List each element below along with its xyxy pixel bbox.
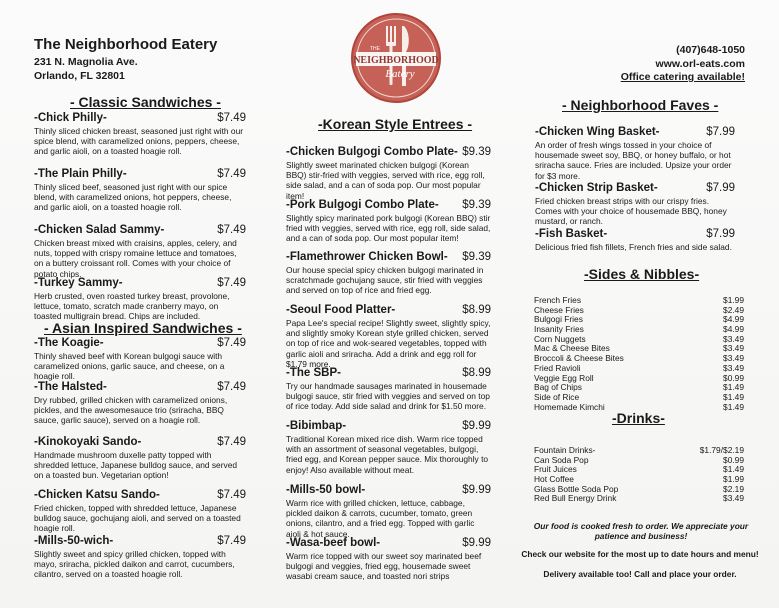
item-name: -Turkey Sammy- bbox=[34, 277, 123, 289]
list-item-name: French Fries bbox=[534, 295, 582, 305]
item-price: $9.39 bbox=[462, 199, 491, 211]
website: www.orl-eats.com bbox=[655, 58, 745, 70]
menu-item bbox=[286, 199, 491, 244]
item-name: -Chicken Wing Basket- bbox=[535, 126, 660, 138]
list-item-price: $0.99 bbox=[723, 372, 744, 383]
item-name: -Bibimbap- bbox=[286, 420, 347, 432]
item-desc: Dry rubbed, grilled chicken with caramelized onions, pickles, and the awesomesauce trio (sriracha, BBQ sauce, garlic sauce), served on a hoagie roll. bbox=[34, 395, 228, 426]
list-item-price: $2.49 bbox=[723, 304, 744, 315]
menu-item bbox=[286, 484, 491, 539]
list-item-name: Bag of Chips bbox=[534, 382, 582, 393]
item-name: -Mills-50 bowl- bbox=[286, 484, 366, 496]
list-item-name: Fruit Juices bbox=[534, 464, 577, 475]
item-desc: Warm rice topped with our sweet soy marinated beef bulgogi and veggies, fried egg, housemade sweet wasabi cream sauce, and toasted nori strips bbox=[286, 551, 482, 582]
sides-list bbox=[534, 296, 744, 412]
address-line-2: Orlando, FL 32801 bbox=[34, 70, 125, 82]
item-desc: Traditional Korean mixed rice dish. Warm rice topped with an assortment of seasonal vegetables, bulgogi, fried egg, and Korean pepper sauce. Mix thoroughly to enjoy! Also available without meat. bbox=[286, 434, 489, 475]
menu-item bbox=[286, 251, 491, 296]
phone-number: (407)648-1050 bbox=[676, 44, 745, 56]
item-price: $8.99 bbox=[462, 367, 491, 379]
menu-item bbox=[286, 367, 491, 412]
item-name: -Wasa-beef bowl- bbox=[286, 537, 381, 549]
menu-item bbox=[34, 489, 246, 534]
eatery-logo bbox=[350, 12, 442, 104]
item-desc: Papa Lee's special recipe! Slightly sweet, slightly spicy, and slightly smoky Korean style grilled chicken, served on top of rice and wok-seared vegetables, topped with garlic aioli and sriracha. Add a drink and egg roll for $1.79 more. bbox=[286, 318, 491, 369]
item-desc: Herb crusted, oven roasted turkey breast, provolone, lettuce, tomato, scratch made cranberry mayo, on toasted multigrain bread. Chips are included. bbox=[34, 291, 230, 322]
list-item-name: Can Soda Pop bbox=[534, 454, 589, 465]
item-name: -Pork Bulgogi Combo Plate- bbox=[286, 199, 439, 211]
list-item-price: $1.49 bbox=[723, 401, 744, 412]
menu-item bbox=[535, 182, 735, 227]
list-item-price: $3.49 bbox=[723, 362, 744, 373]
korean-entrees-title: -Korean Style Entrees - bbox=[318, 116, 473, 132]
footer-note-website: Check our website for the most up to date hours and menu! bbox=[521, 549, 759, 559]
list-item-name: Bulgogi Fries bbox=[534, 314, 583, 325]
list-item-price: $2.19 bbox=[723, 483, 744, 494]
item-name: -Chicken Strip Basket- bbox=[535, 182, 658, 194]
item-name: -Seoul Food Platter- bbox=[286, 304, 396, 316]
business-name: The Neighborhood Eatery bbox=[34, 36, 218, 53]
item-name: -Flamethrower Chicken Bowl- bbox=[286, 251, 448, 263]
list-item-price: $1.99 bbox=[723, 474, 744, 485]
item-name: -The SBP- bbox=[286, 367, 341, 379]
menu-item bbox=[286, 146, 491, 201]
item-desc: Handmade mushroom duxelle patty topped with shredded lettuce, Japanese bulldog sauce, and served on a toasted bun. Vegetarian option! bbox=[34, 450, 238, 481]
menu-item bbox=[34, 168, 246, 213]
item-price: $7.49 bbox=[217, 489, 246, 501]
menu-item bbox=[34, 337, 246, 382]
menu-item bbox=[34, 436, 246, 481]
item-price: $9.99 bbox=[462, 537, 491, 549]
footer-note-delivery: Delivery available too! Call and place your order. bbox=[543, 569, 737, 579]
menu-item bbox=[286, 537, 491, 582]
item-name: -Chicken Katsu Sando- bbox=[34, 489, 160, 501]
footer-note-fresh: Our food is cooked fresh to order. We appreciate your patience and business! bbox=[533, 521, 749, 541]
logo-script: Eatery bbox=[385, 68, 415, 80]
item-name: -Fish Basket- bbox=[535, 228, 608, 240]
item-desc: Fried chicken, topped with shredded lettuce, Japanese bulldog sauce, gochujang aioli, and served on a toasted hoagie roll. bbox=[34, 503, 241, 534]
list-item-name: Homemade Kimchi bbox=[534, 401, 605, 412]
list-item-name: Veggie Egg Roll bbox=[534, 372, 594, 383]
menu-item bbox=[535, 228, 735, 252]
item-name: -Chick Philly- bbox=[34, 112, 107, 124]
list-item-price: $0.99 bbox=[723, 454, 744, 465]
item-desc: Warm rice with grilled chicken, lettuce, cabbage, pickled daikon & carrots, cucumber, tomato, green onions, cilantro, and a fried egg. Topped with garlic aioli & hot sauce. bbox=[286, 498, 475, 539]
item-desc: Thinly shaved beef with Korean bulgogi sauce with caramelized onions, garlic sauce, and cheese, on a hoagie roll. bbox=[34, 351, 225, 382]
item-name: -Chicken Salad Sammy- bbox=[34, 224, 165, 236]
drinks-list bbox=[534, 446, 744, 504]
item-desc: Slightly spicy marinated pork bulgogi (Korean BBQ) stir fried with veggies, served with rice, egg roll, side salad, and a can of soda pop. Our most popular item! bbox=[286, 213, 491, 244]
list-item bbox=[534, 494, 744, 504]
list-item-price: $1.49 bbox=[723, 391, 744, 402]
item-name: -The Plain Philly- bbox=[34, 168, 127, 180]
item-price: $7.49 bbox=[217, 436, 246, 448]
list-item-price: $4.99 bbox=[723, 314, 744, 325]
asian-sandwiches-title: - Asian Inspired Sandwiches - bbox=[44, 320, 242, 336]
menu-item bbox=[34, 112, 246, 157]
item-desc: Slightly sweet marinated chicken bulgogi (Korean BBQ) stir-fried with veggies, served with rice, egg roll, side salad, and a can of soda pop. Our most popular item! bbox=[286, 160, 485, 201]
item-price: $7.99 bbox=[706, 182, 735, 194]
logo-main: NEIGHBORHOOD bbox=[353, 55, 439, 66]
item-price: $7.49 bbox=[217, 381, 246, 393]
item-name: -The Halsted- bbox=[34, 381, 107, 393]
list-item-name: Fountain Drinks- bbox=[534, 445, 596, 455]
classic-sandwiches-title: - Classic Sandwiches - bbox=[70, 94, 221, 110]
list-item-name: Hot Coffee bbox=[534, 474, 574, 485]
list-item-name: Insanity Fries bbox=[534, 324, 584, 335]
item-desc: Thinly sliced chicken breast, seasoned just right with our spice blend, with caramelized onions, peppers, cheese, and garlic aioli, on a toasted hoagie roll. bbox=[34, 126, 244, 157]
item-price: $7.99 bbox=[706, 126, 735, 138]
item-price: $7.49 bbox=[217, 224, 246, 236]
list-item-price: $3.49 bbox=[723, 353, 744, 364]
menu-item bbox=[535, 126, 735, 181]
list-item-price: $1.49 bbox=[723, 382, 744, 393]
item-price: $8.99 bbox=[462, 304, 491, 316]
list-item-name: Fried Ravioli bbox=[534, 362, 581, 373]
item-price: $9.99 bbox=[462, 420, 491, 432]
item-name: -Mills-50-wich- bbox=[34, 535, 114, 547]
item-price: $9.39 bbox=[462, 146, 491, 158]
item-price: $7.49 bbox=[217, 112, 246, 124]
item-desc: Try our handmade sausages marinated in housemade bulgogi sauce, stir fried with veggies and served on top of rice today. Add side salad and drink for $1.50 more. bbox=[286, 381, 490, 412]
item-desc: Slightly sweet and spicy grilled chicken, topped with mayo, sriracha, pickled daikon and carrot, cucumbers, cilantro, served on a toasted hoagie roll. bbox=[34, 549, 235, 580]
menu-item bbox=[286, 304, 491, 369]
item-desc: Our house special spicy chicken bulgogi marinated in scratchmade gochujang sauce, stir fried with veggies and served on top of rice and fried egg. bbox=[286, 265, 484, 296]
list-item-name: Cheese Fries bbox=[534, 304, 584, 315]
menu-item bbox=[34, 381, 246, 426]
drinks-title: -Drinks- bbox=[612, 410, 665, 426]
list-item-price: $1.49 bbox=[723, 464, 744, 475]
item-price: $9.99 bbox=[462, 484, 491, 496]
list-item-price: $3.49 bbox=[723, 333, 744, 344]
list-item-price: $3.49 bbox=[723, 493, 744, 504]
list-item-name: Glass Bottle Soda Pop bbox=[534, 483, 619, 494]
list-item-price: $1.79/$2.19 bbox=[699, 445, 744, 455]
item-name: -The Koagie- bbox=[34, 337, 104, 349]
neighborhood-faves-title: - Neighborhood Faves - bbox=[562, 97, 719, 113]
address-line-1: 231 N. Magnolia Ave. bbox=[34, 56, 138, 68]
item-price: $7.99 bbox=[706, 228, 735, 240]
catering-note: Office catering available! bbox=[620, 71, 745, 83]
item-price: $9.39 bbox=[462, 251, 491, 263]
list-item-name: Corn Nuggets bbox=[534, 333, 586, 344]
list-item-price: $1.99 bbox=[723, 295, 744, 305]
list-item-price: $4.99 bbox=[723, 324, 744, 335]
item-price: $7.49 bbox=[217, 337, 246, 349]
menu-item bbox=[34, 277, 246, 322]
menu-item bbox=[34, 224, 246, 279]
item-price: $7.49 bbox=[217, 277, 246, 289]
menu-item bbox=[286, 420, 491, 475]
item-name: -Chicken Bulgogi Combo Plate- bbox=[286, 146, 458, 158]
item-desc: An order of fresh wings tossed in your choice of housemade sweet soy, BBQ, or honey buffalo, or hot sriracha sauce. Fries are included. Upsize your order for $3 more. bbox=[535, 140, 732, 181]
item-price: $7.49 bbox=[217, 535, 246, 547]
logo-top: THE bbox=[370, 46, 380, 52]
list-item-name: Side of Rice bbox=[534, 391, 580, 402]
sides-title: -Sides & Nibbles- bbox=[584, 266, 700, 282]
item-price: $7.49 bbox=[217, 168, 246, 180]
item-desc: Chicken breast mixed with craisins, apples, celery, and nuts, topped with crispy romaine lettuce and tomatoes, on a buttery croissant roll. Comes with your choice of potato chips. bbox=[34, 238, 237, 279]
list-item-name: Mac & Cheese Bites bbox=[534, 343, 610, 354]
item-desc: Thinly sliced beef, seasoned just right with our spice blend, with caramelized onions, hot peppers, cheese, and garlic aioli, on a toasted hoagie roll. bbox=[34, 182, 232, 213]
item-name: -Kinokoyaki Sando- bbox=[34, 436, 142, 448]
item-desc: Delicious fried fish fillets, French fries and side salad. bbox=[535, 242, 732, 252]
list-item-name: Broccoli & Cheese Bites bbox=[534, 353, 624, 364]
menu-item bbox=[34, 535, 246, 580]
list-item-name: Red Bull Energy Drink bbox=[534, 493, 617, 504]
list-item-price: $3.49 bbox=[723, 343, 744, 354]
item-desc: Fried chicken breast strips with our crispy fries. Comes with your choice of housemade BBQ, honey mustard, or ranch. bbox=[535, 196, 727, 227]
